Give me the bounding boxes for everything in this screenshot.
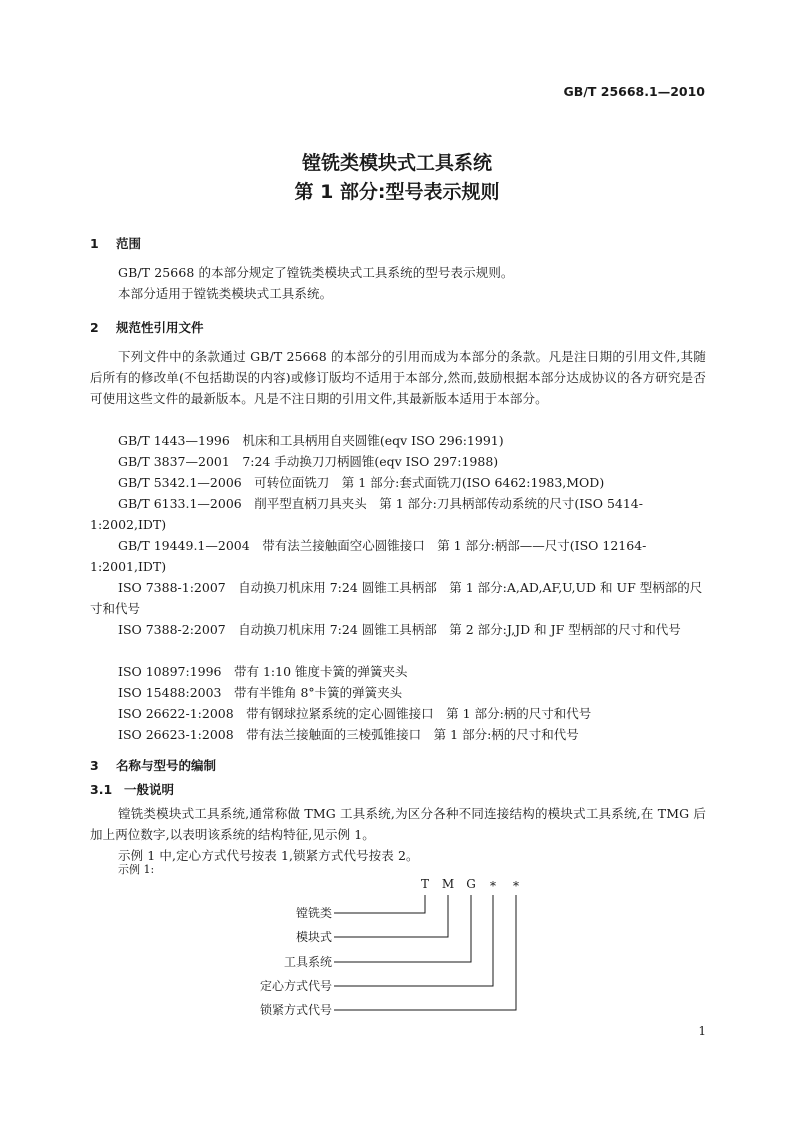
section3-para1: 镗铣类模块式工具系统,通常称做 TMG 工具系统,为区分各种不同连接结构的模块式工具系统,在 TMG 后加上两位数字,以表明该系统的结构特征,见示例 1。	[90, 806, 706, 842]
reference-item: ISO 26623-1:2008 带有法兰接触面的三棱弧锥接口 第 1 部分:柄的尺寸和代号	[118, 727, 579, 742]
leader-line-2	[334, 895, 448, 937]
document-title-line2: 第 1 部分:型号表示规则	[294, 181, 500, 203]
diagram-label-2: 模块式	[295, 930, 332, 944]
section1-para2: 本部分适用于镗铣类模块式工具系统。	[118, 286, 333, 301]
section2-title: 规范性引用文件	[116, 320, 204, 335]
code-placeholder-1: *	[490, 879, 496, 893]
diagram-label-5: 锁紧方式代号	[259, 1003, 332, 1017]
reference-item: ISO 15488:2003 带有半锥角 8°卡簧的弹簧夹头	[118, 685, 403, 700]
reference-item: GB/T 6133.1—2006 削平型直柄刀具夹头 第 1 部分:刀具柄部传动系统的尺寸(ISO 5414-1:2002,IDT)	[90, 496, 643, 532]
code-letter-t: T	[420, 877, 430, 891]
section2-intro: 下列文件中的条款通过 GB/T 25668 的本部分的引用而成为本部分的条款。凡是注日期的引用文件,其随后所有的修改单(不包括勘误的内容)或修订版均不适用于本部分,然而,鼓励根据本部分达成协议的各方研究是否可使用这些文件的最新版本。凡是不注日期的引用文件,其最新版本适用于本部分。	[90, 349, 706, 406]
code-letter-g: G	[466, 877, 476, 891]
section2-number: 2	[90, 320, 99, 335]
section3-number: 3	[90, 758, 99, 773]
standard-number: GB/T 25668.1—2010	[563, 84, 705, 99]
section1-number: 1	[90, 236, 99, 251]
code-placeholder-2: *	[513, 879, 519, 893]
code-letter-m: M	[441, 877, 455, 891]
section3-para2: 示例 1 中,定心方式代号按表 1,锁紧方式代号按表 2。	[118, 848, 419, 863]
reference-item: ISO 7388-1:2007 自动换刀机床用 7:24 圆锥工具柄部 第 1 部分:A,AD,AF,U,UD 和 UF 型柄部的尺寸和代号	[90, 580, 703, 616]
diagram-label-1: 镗铣类	[295, 906, 332, 920]
reference-item: ISO 26622-1:2008 带有钢球拉紧系统的定心圆锥接口 第 1 部分:柄的尺寸和代号	[118, 706, 592, 721]
reference-item: GB/T 19449.1—2004 带有法兰接触面空心圆锥接口 第 1 部分:柄部——尺寸(ISO 12164-1:2001,IDT)	[90, 538, 647, 574]
reference-item: ISO 10897:1996 带有 1:10 锥度卡簧的弹簧夹头	[118, 664, 408, 679]
diagram-label-4: 定心方式代号	[259, 979, 332, 993]
reference-item: ISO 7388-2:2007 自动换刀机床用 7:24 圆锥工具柄部 第 2 部分:J,JD 和 JF 型柄部的尺寸和代号	[118, 622, 681, 637]
document-title-line1: 镗铣类模块式工具系统	[301, 152, 492, 174]
leader-line-4	[334, 895, 493, 986]
section3-title: 名称与型号的编制	[116, 758, 217, 773]
page-number: 1	[698, 1024, 706, 1038]
example-label: 示例 1:	[118, 863, 155, 876]
reference-item: GB/T 1443—1996 机床和工具柄用自夹圆锥(eqv ISO 296:1991)	[118, 433, 504, 448]
reference-item: GB/T 5342.1—2006 可转位面铣刀 第 1 部分:套式面铣刀(ISO 6462:1983,MOD)	[118, 475, 605, 490]
subsection-3-1-number: 3.1	[90, 782, 113, 797]
leader-line-3	[334, 895, 471, 962]
section1-para1: GB/T 25668 的本部分规定了镗铣类模块式工具系统的型号表示规则。	[118, 265, 514, 280]
reference-item: GB/T 3837—2001 7:24 手动换刀刀柄圆锥(eqv ISO 297:1988)	[118, 454, 499, 469]
subsection-3-1-title: 一般说明	[124, 782, 175, 797]
diagram-label-3: 工具系统	[283, 955, 332, 969]
leader-line-1	[334, 895, 425, 913]
section1-title: 范围	[116, 236, 142, 251]
